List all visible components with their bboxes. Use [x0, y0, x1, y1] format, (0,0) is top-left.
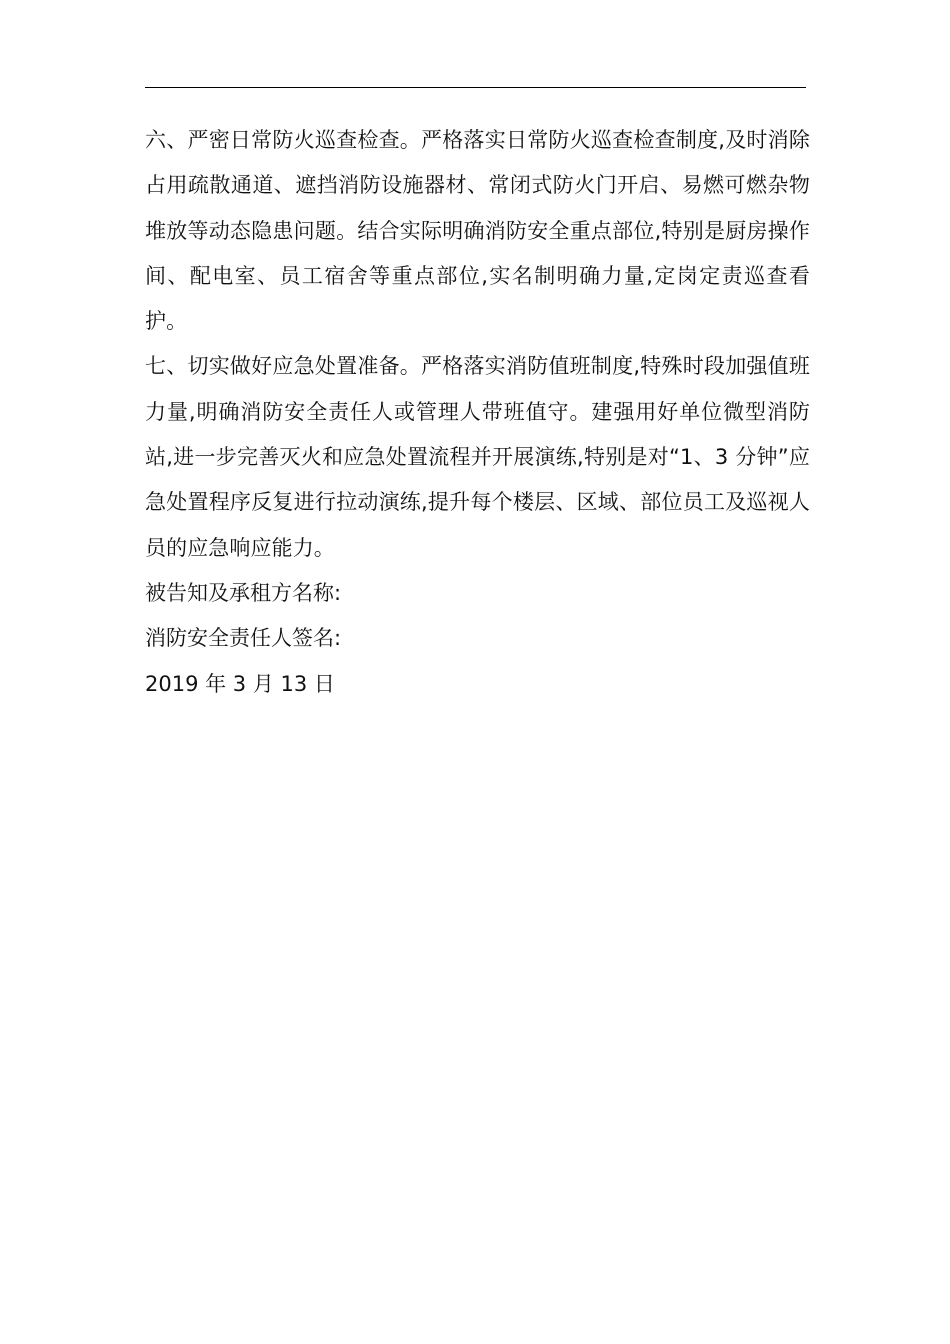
- recipient-label: 被告知及承租方名称:: [145, 580, 342, 605]
- header-rule: [145, 87, 806, 88]
- document-body: [145, 118, 810, 707]
- document-date: 2019 年 3 月 13 日: [145, 671, 335, 696]
- signature-label: 消防安全责任人签名:: [145, 626, 342, 651]
- paragraph-patrol-inspection: 六、严密日常防火巡查检查。严格落实日常防火巡查检查制度,及时消除占用疏散通道、遮挡消防设施器材、常闭式防火门开启、易燃可燃杂物堆放等动态隐患问题。结合实际明确消防安全重点部位,特别是厨房操作间、配电室、员工宿舍等重点部位,实名制明确力量,定岗定责巡查看护。: [145, 128, 810, 334]
- paragraph-emergency-preparation: 七、切实做好应急处置准备。严格落实消防值班制度,特殊时段加强值班力量,明确消防安全责任人或管理人带班值守。建强用好单位微型消防站,进一步完善灭火和应急处置流程并开展演练,特别是对“1、3 分钟”应急处置程序反复进行拉动演练,提升每个楼层、区域、部位员工及巡视人员的应急响应能力。: [145, 354, 810, 560]
